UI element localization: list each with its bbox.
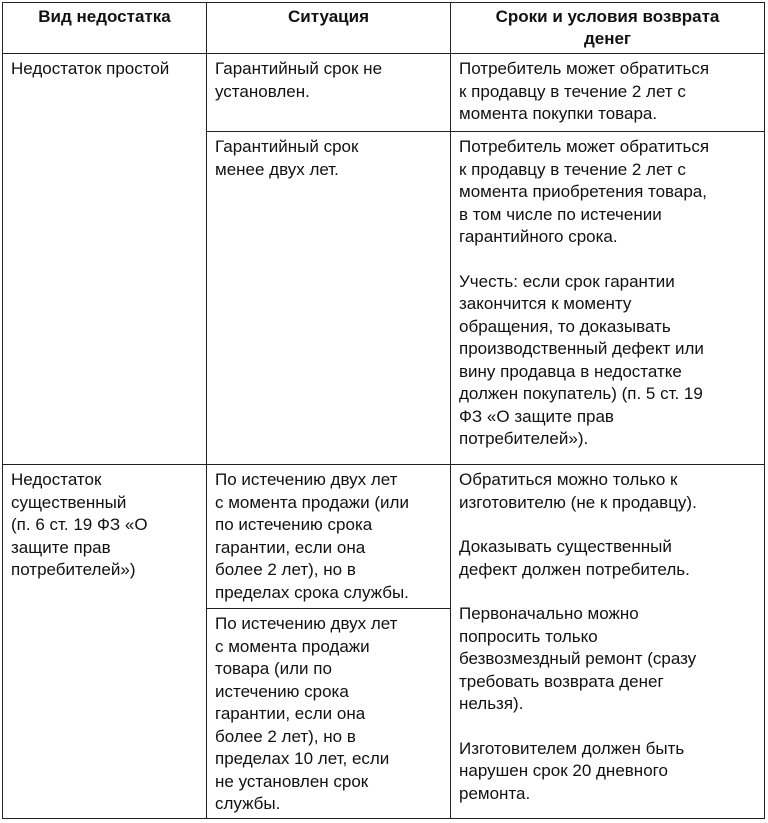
terms-line: в том числе по истечении — [459, 204, 662, 224]
cell-substantial-situation-1 — [207, 465, 451, 609]
terms-paragraph — [459, 536, 758, 581]
situation-line: более 2 лет), но в — [215, 726, 356, 746]
situation-line: По истечению двух лет — [215, 470, 398, 489]
terms-paragraph — [459, 58, 758, 126]
table-row-simple-1 — [3, 54, 765, 132]
terms-line: Потребитель может обратиться — [459, 137, 710, 156]
terms-line: ремонта. — [459, 783, 531, 803]
terms-line: вину продавца в недостатке — [459, 361, 682, 381]
terms-line: Доказывать существенный — [459, 537, 672, 556]
terms-line: к продавцу в течение 2 лет с — [459, 159, 686, 179]
terms-line: попросить только — [459, 626, 598, 646]
cell-simple-terms-2 — [451, 132, 765, 465]
terms-paragraph — [459, 271, 758, 451]
cell-substantial-situation-2 — [207, 609, 451, 819]
terms-line: должен покупатель) (п. 5 ст. 19 — [459, 384, 703, 403]
terms-paragraph — [459, 136, 758, 249]
terms-paragraph — [459, 603, 758, 716]
situation-line: с момента продажи — [215, 636, 370, 656]
terms-line: ФЗ «О защите прав — [459, 406, 614, 426]
cell-simple-defect-type — [3, 54, 207, 465]
situation-line: службы. — [215, 794, 281, 813]
situation-line: по истечению срока — [215, 515, 373, 534]
terms-line: к продавцу в течение 2 лет с — [459, 81, 686, 101]
terms-line: требовать возврата денег — [459, 671, 664, 691]
situation-line: товара (или по — [215, 659, 332, 678]
terms-line: обращения, то доказывать — [459, 316, 671, 336]
terms-line: Первоначально можно — [459, 604, 639, 623]
situation-line: Гарантийный срок — [215, 137, 359, 156]
situation-line: менее двух лет. — [215, 159, 339, 179]
situation-line: с момента продажи (или — [215, 492, 409, 512]
terms-line: нарушен срок 20 дневного — [459, 761, 668, 780]
situation-line: пределах срока службы. — [215, 582, 409, 602]
defect-type-line: (п. 6 ст. 19 ФЗ «О — [11, 515, 148, 534]
terms-line: нельзя). — [459, 694, 524, 713]
defect-type-line: существенный — [11, 492, 127, 512]
cell-simple-situation-2 — [207, 132, 451, 465]
terms-line: гарантийного срока. — [459, 227, 618, 246]
cell-simple-terms-1 — [451, 54, 765, 132]
header-defect-type: Вид недостатка — [3, 3, 207, 54]
terms-line: момента покупки товара. — [459, 104, 658, 123]
terms-line: момента приобретения товара, — [459, 182, 707, 201]
cell-simple-situation-1 — [207, 54, 451, 132]
terms-paragraph — [459, 469, 758, 514]
table-row-substantial-1 — [3, 465, 765, 609]
header-situation: Ситуация — [207, 3, 451, 54]
terms-line: закончится к моменту — [459, 294, 632, 313]
terms-line: потребителей»). — [459, 429, 589, 448]
header-row — [3, 3, 765, 54]
header-terms — [451, 3, 765, 54]
situation-line: пределах 10 лет, если — [215, 749, 390, 768]
terms-line: изготовителю (не к продавцу). — [459, 492, 697, 512]
terms-line: Изготовителем должен быть — [459, 738, 685, 758]
terms-line: безвозмездный ремонт (сразу — [459, 649, 697, 668]
situation-line: гарантии, если она — [215, 537, 366, 557]
defect-terms-table — [2, 2, 765, 819]
situation-line: истечению срока — [215, 681, 349, 701]
terms-line: Учесть: если срок гарантии — [459, 271, 675, 291]
terms-line: Потребитель может обратиться — [459, 59, 710, 78]
defect-type-line: Недостаток — [11, 470, 102, 489]
situation-line: гарантии, если она — [215, 704, 366, 723]
header-terms-line: Сроки и условия возврата — [495, 7, 720, 26]
cell-substantial-defect-type — [3, 465, 207, 819]
situation-line: установлен. — [215, 81, 310, 101]
situation-line: Гарантийный срок не — [215, 59, 383, 78]
simple-defect-type: Недостаток простой — [11, 59, 170, 78]
header-terms-line: денег — [583, 29, 632, 48]
terms-line: дефект должен потребитель. — [459, 559, 690, 579]
defect-type-line: потребителей») — [11, 560, 136, 579]
terms-line: Обратиться можно только к — [459, 470, 678, 489]
situation-line: не установлен срок — [215, 771, 369, 791]
cell-substantial-terms — [451, 465, 765, 819]
defect-type-line: защите прав — [11, 537, 111, 557]
situation-line: более 2 лет), но в — [215, 560, 356, 579]
situation-line: По истечению двух лет — [215, 614, 398, 633]
terms-paragraph — [459, 738, 758, 806]
terms-line: производственный дефект или — [459, 339, 704, 358]
